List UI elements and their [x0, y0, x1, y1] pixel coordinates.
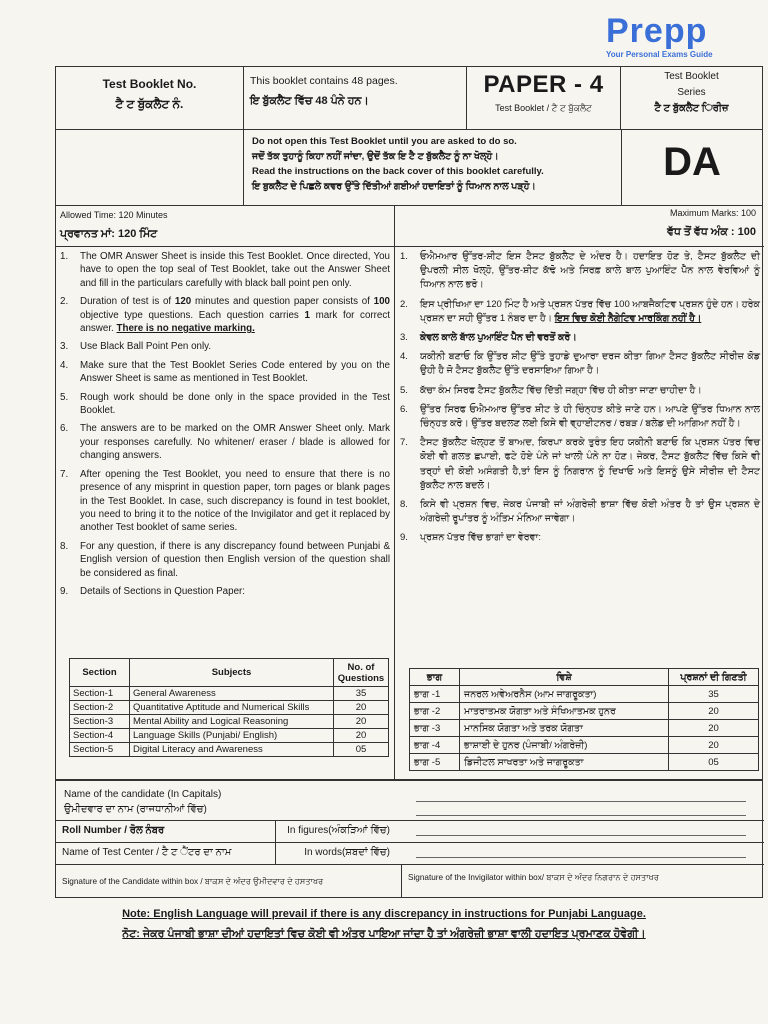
paper-title: PAPER - 4 [483, 71, 604, 98]
instructions-body [55, 206, 763, 780]
page-count-pa: ਇ ਬੁੱਕਲੈਟ ਵਿੱਚ 48 ਪੰਨੇ ਹਨ। [250, 95, 369, 107]
sections-table-en [69, 658, 389, 757]
table-row: Section-3 Mental Ability and Logical Reasoning 20 [70, 715, 389, 729]
english-instructions [60, 250, 390, 603]
booklet-number-label-pa: ਟੈ ਟ ਬੁੱਕਲੈਟ ਨੰ. [115, 97, 184, 111]
en-item-2: 2. Duration of test is of 120 minutes and question paper consists of 100 objective type questions. Each question carries 1 mark for correct answer. There is no negative marking. [60, 296, 390, 335]
instruction-line-2: ਜਦੋਂ ਤੱਕ ਤੁਹਾਨੂੰ ਕਿਹਾ ਨਹੀਂ ਜਾਂਦਾ, ਉਦੋਂ ਤੱਕ ਇ ਟੈ ਟ ਬੁੱਕਲੈਟ ਨੂੰ ਨਾ ਖੋਲ੍ਹੋ। [252, 151, 499, 162]
series-label-pa: ਟੈ ਟ ਬੁੱਕਲੈਟ ਿਰੀਜ਼ [654, 103, 729, 114]
pa-item-4: 4. ਯਕੀਨੀ ਬਣਾਓ ਕਿ ਉੱਤਰ ਸ਼ੀਟ ਉੱਤੇ ਤੁਹਾਡੇ ਦੁਆਰਾ ਦਰਜ ਕੀਤਾ ਗਿਆ ਟੈਸਟ ਬੁੱਕਲੈਟ ਸੀਰੀਜ਼ ਕੋਡ ਉਹੀ ਹੈ ਜੋ ਟੈਸਟ ਬੁੱਕਲੈਟ ਉੱਤੇ ਦਰਸਾਇਆ ਗਿਆ ਹੈ। [400, 351, 760, 377]
table-row: ਭਾਗ -1 ਜਨਰਲ ਅਵੇਅਰਨੈਸ (ਆਮ ਜਾਗਰੂਕਤਾ) 35 [410, 686, 759, 703]
roll-number-row [56, 821, 764, 843]
paper-subtitle: Test Booklet / ਟੈ ਟ ਬੁੱਕਲੈਟ [495, 103, 592, 113]
table-row: Section-4 Language Skills (Punjabi/ English) 20 [70, 729, 389, 743]
allowed-time-en: Allowed Time: 120 Minutes [60, 210, 168, 220]
en-item-7: 7. After opening the Test Booklet, you need to ensure that there is no presence of any misprint in question paper, torn pages or blank pages in the Test Booklet. In case, such discrepancy is found in test booklet, you need to bring it to the notice of the Invigilator and get it replaced by another Test booklet of same series. [60, 468, 390, 534]
candidate-name-label-en: Name of the candidate (In Capitals) [64, 789, 222, 800]
in-words-label: In words(ਸ਼ਬਦਾਂ ਵਿੱਚ) [304, 847, 390, 858]
sections-table-pa [409, 668, 759, 771]
paper-cell [466, 67, 621, 129]
en-item-9: 9. Details of Sections in Question Paper: [60, 585, 246, 597]
roll-number-field[interactable] [416, 835, 746, 836]
en-item-3: 3. Use Black Ball Point Pen only. [60, 341, 212, 353]
table-row: Section-2 Quantitative Aptitude and Numerical Skills 20 [70, 701, 389, 715]
table-row: Section-1 General Awareness 35 [70, 687, 389, 701]
table-row: Section-5 Digital Literacy and Awareness 05 [70, 743, 389, 757]
series-label-2: Series [677, 87, 706, 98]
en-item-1: 1. The OMR Answer Sheet is inside this Test Booklet. Once directed, You have to open the top seal of Test Booklet, take out the Answer Sheet and fill in the particulars carefully with black ball point pen only. [60, 251, 390, 289]
pa-item-9: 9. ਪ੍ਰਸ਼ਨ ਪੱਤਰ ਵਿੱਚ ਭਾਗਾਂ ਦਾ ਵੇਰਵਾ: [400, 532, 541, 544]
blank-cell [56, 129, 244, 205]
table-header-row: Section Subjects No. of Questions [70, 659, 389, 687]
punjabi-instructions [400, 250, 760, 551]
english-prevail-note: Note: English Language will prevail if there is any discrepancy in instructions for Punjabi Language. [122, 908, 646, 920]
booklet-header [55, 66, 763, 206]
pa-item-1: 1. ਓਐਮਆਰ ਉੱਤਰ-ਸ਼ੀਟ ਇਸ ਟੈਸਟ ਬੁੱਕਲੈਟ ਦੇ ਅੰਦਰ ਹੈ। ਹਦਾਇਤ ਹੋਣ ਤੇ, ਟੈਸਟ ਬੁੱਕਲੈਟ ਦੀ ਉਪਰਲੀ ਸੀਲ ਖੋਲ੍ਹੋ, ਉੱਤਰ-ਸ਼ੀਟ ਕੱਢੋ ਅਤੇ ਸਿਰਫ਼ ਕਾਲੇ ਬਾਲ ਪੁਆਇੰਟ ਪੈੱਨ ਨਾਲ ਵੇਰਵਿਆਂ ਨੂੰ ਧਿਆਨ ਨਾਲ ਭਰੋ। [400, 251, 760, 291]
max-marks-pa: ਵੱਧ ਤੋਂ ਵੱਧ ਅੰਕ : 100 [667, 226, 756, 238]
booklet-number-cell [56, 67, 244, 129]
series-code: DA [621, 129, 762, 205]
en-item-5: 5. Rough work should be done only in the space provided in the Test Booklet. [60, 391, 390, 417]
en-item-8: 8. For any question, if there is any discrepancy found between Punjabi & English version of question then English version of the question shall be considered as final. [60, 540, 390, 579]
page-count-cell [244, 67, 466, 129]
table-row: ਭਾਗ -4 ਭਾਸ਼ਾਈ ਦੇ ਹੁਨਰ (ਪੰਜਾਬੀ/ ਅੰਗਰੇਜ਼ੀ) 20 [410, 737, 759, 754]
table-row: ਭਾਗ -3 ਮਾਨਸਿਕ ਯੋਗਤਾ ਅਤੇ ਤਰਕ ਯੋਗਤਾ 20 [410, 720, 759, 737]
column-divider [394, 206, 395, 780]
logo-wordmark: Prepp [606, 12, 708, 50]
signature-row [56, 865, 764, 897]
pa-item-3: 3. ਕੇਵਲ ਕਾਲੇ ਬਾੱਲ ਪੁਆਇੰਟ ਪੈੱਨ ਦੀ ਵਰਤੋਂ ਕਰੋ। [400, 332, 577, 344]
en-item-6: 6. The answers are to be marked on the OMR Answer Sheet only. Mark your responses carefully. No whitener/ eraser / blade is allowed for changing answers. [60, 423, 390, 462]
page-count-en: This booklet contains 48 pages. [250, 75, 398, 87]
pa-item-2: 2. ਇਸ ਪ੍ਰੀਖਿਆ ਦਾ 120 ਮਿੰਟ ਹੈ ਅਤੇ ਪ੍ਰਸ਼ਨ ਪੱਤਰ ਵਿੱਚ 100 ਆਬਜੈਕਟਿਵ ਪ੍ਰਸ਼ਨ ਹੁੰਦੇ ਹਨ। ਹਰੇਕ ਪ੍ਰਸ਼ਨ ਦਾ ਸਹੀ ਉੱਤਰ 1 ਨੰਬਰ ਦਾ ਹੈ। ਇਸ ਵਿਚ ਕੋਈ ਨੈਗੇਟਿਵ ਮਾਰਕਿੰਗ ਨਹੀਂ ਹੈ। [400, 298, 760, 324]
name-line-1 [416, 801, 746, 802]
series-label-1: Test Booklet [664, 71, 719, 82]
instruction-line-3: Read the instructions on the back cover of this booklet carefully. [252, 166, 544, 177]
prepp-logo [606, 14, 756, 59]
series-cell [621, 67, 762, 129]
pa-item-7: 7. ਟੈਸਟ ਬੁੱਕਲੈਟ ਖੋਲ੍ਹਣ ਤੋਂ ਬਾਅਦ, ਕਿਰਪਾ ਕਰਕੇ ਤੁਰੰਤ ਇਹ ਯਕੀਨੀ ਬਣਾਓ ਕਿ ਪ੍ਰਸ਼ਨ ਪੱਤਰ ਵਿਚ ਕੋਈ ਵੀ ਗਲਤ ਛਪਾਈ, ਫਟੇ ਹੋਏ ਪੰਨੇ ਜਾਂ ਖਾਲੀ ਪੰਨੇ ਨਾ ਹੋਣ। ਜੇਕਰ, ਟੈਸਟ ਬੁੱਕਲੈਟ ਵਿੱਚ ਕਿਸੇ ਵੀ ਤਰ੍ਹਾਂ ਦੀ ਕੋਈ ਅਸੰਗਤੀ ਹੈ,ਤਾਂ ਇਸ ਨੂੰ ਨਿਗਰਾਨ ਨੂੰ ਦਿਖਾਓ ਅਤੇ ਇਸਨੂੰ ਉਸੇ ਸੀਰੀਜ਼ ਦੀ ਟੈਸਟ ਬੁੱਕਲੈਟ ਨਾਲ ਬਦਲੋ। [400, 437, 760, 491]
candidate-name-row [56, 781, 764, 821]
pa-item-5: 5. ਕੱਚਾ ਕੰਮ ਸਿਰਫ ਟੈਸਟ ਬੁੱਕਲੈਟ ਵਿੱਚ ਦਿੱਤੀ ਜਗ੍ਹਾ ਵਿੱਚ ਹੀ ਕੀਤਾ ਜਾਣਾ ਚਾਹੀਦਾ ਹੈ। [400, 384, 702, 396]
opening-instructions [244, 129, 621, 205]
candidate-signature-box[interactable]: Signature of the Candidate within box / ਬਾਕਸ ਦੇ ਅੰਦਰ ਉਮੀਦਵਾਰ ਦੇ ਹਸਤਾਖਰ [56, 865, 402, 897]
table-header-row: ਭਾਗ ਵਿਸ਼ੇ ਪ੍ਰਸ਼ਨਾਂ ਦੀ ਗਿਣਤੀ [410, 669, 759, 686]
booklet-number-label-en: Test Booklet No. [102, 77, 197, 91]
candidate-name-label-pa: ਉਮੀਦਵਾਰ ਦਾ ਨਾਮ (ਰਾਜਧਾਨੀਆਂ ਵਿੱਚ) [64, 804, 207, 815]
allowed-time-pa: ਪ੍ਰਵਾਨਤ ਮਾਂ: 120 ਮਿੰਟ [60, 228, 158, 240]
pa-item-8: 8. ਕਿਸੇ ਵੀ ਪ੍ਰਸ਼ਨ ਵਿਚ, ਜੇਕਰ ਪੰਜਾਬੀ ਜਾਂ ਅੰਗਰੇਜ਼ੀ ਭਾਸ਼ਾ ਵਿੱਚ ਕੋਈ ਅੰਤਰ ਹੈ ਤਾਂ ਉਸ ਪ੍ਰਸ਼ਨ ਦੇ ਅੰਗਰੇਜ਼ੀ ਰੂਪਾਂਤਰ ਨੂੰ ਅੰਤਿਮ ਮੰਨਿਆ ਜਾਵੇਗਾ। [400, 499, 760, 525]
test-center-label: Name of Test Center / ਟੈ ਟ ੈਂਟਰ ਦਾ ਨਾਮ [56, 843, 276, 864]
test-center-field[interactable] [416, 857, 746, 858]
instruction-line-1: Do not open this Test Booklet until you are asked to do so. [252, 136, 517, 147]
logo-tagline: Your Personal Exams Guide [606, 50, 713, 59]
candidate-form [55, 780, 763, 898]
invigilator-signature-box[interactable]: Signature of the Invigilator within box/ ਬਾਕਸ ਦੇ ਅੰਦਰ ਨਿਗਰਾਨ ਦੇ ਹਸਤਾਖਰ [408, 873, 659, 882]
header-divider [56, 246, 764, 247]
name-line-2 [416, 815, 746, 816]
pa-item-6: 6. ਉੱਤਰ ਸਿਰਫ ਓਐਮਆਰ ਉੱਤਰ ਸ਼ੀਟ ਤੇ ਹੀ ਚਿੰਨ੍ਹਤ ਕੀਤੇ ਜਾਣੇ ਹਨ। ਆਪਣੇ ਉੱਤਰ ਧਿਆਨ ਨਾਲ ਚਿੰਨ੍ਹਤ ਕਰੋ। ਉੱਤਰ ਬਦਲਣ ਲਈ ਕਿਸੇ ਵੀ ਵ੍ਹਾਈਟਨਰ / ਰਬੜ / ਬਲੇਡ ਦੀ ਆਗਿਆ ਨਹੀਂ ਹੈ। [400, 403, 760, 430]
table-row: ਭਾਗ -5 ਡਿਜੀਟਲ ਸਾਖਰਤਾ ਅਤੇ ਜਾਗਰੂਕਤਾ 05 [410, 754, 759, 771]
roll-number-label: Roll Number / ਰੋਲ ਨੰਬਰ [56, 821, 276, 842]
en-item-4: 4. Make sure that the Test Booklet Series Code entered by you on the Answer Sheet is same as mentioned in Test Booklet. [60, 359, 390, 385]
in-figures-label: In figures(ਅੰਕੜਿਆਂ ਵਿੱਚ) [287, 825, 390, 836]
test-center-row [56, 843, 764, 865]
table-row: ਭਾਗ -2 ਮਾਤਰਾਤਮਕ ਯੋਗਤਾ ਅਤੇ ਸੰਖਿਆਤਮਕ ਹੁਨਰ 20 [410, 703, 759, 720]
instruction-line-4: ਇ ਬੁਕਲੈਟ ਦੇ ਪਿਛਲੇ ਕਵਰ ਉੱਤੇ ਦਿੱਤੀਆਂ ਗਈਆਂ ਹਦਾਇਤਾਂ ਨੂੰ ਧਿਆਨ ਨਾਲ ਪੜ੍ਹੋ। [252, 181, 536, 192]
max-marks-en: Maximum Marks: 100 [669, 208, 756, 218]
punjabi-prevail-note: ਨੋਟ: ਜੇਕਰ ਪੰਜਾਬੀ ਭਾਸ਼ਾ ਦੀਆਂ ਹਦਾਇਤਾਂ ਵਿਚ ਕੋਈ ਵੀ ਅੰਤਰ ਪਾਇਆ ਜਾਂਦਾ ਹੈ ਤਾਂ ਅੰਗਰੇਜ਼ੀ ਭਾਸ਼ਾ ਵਾਲੀ ਹਦਾਇਤ ਪ੍ਰਮਾਣਕ ਹੋਵੇਗੀ। [122, 928, 646, 940]
